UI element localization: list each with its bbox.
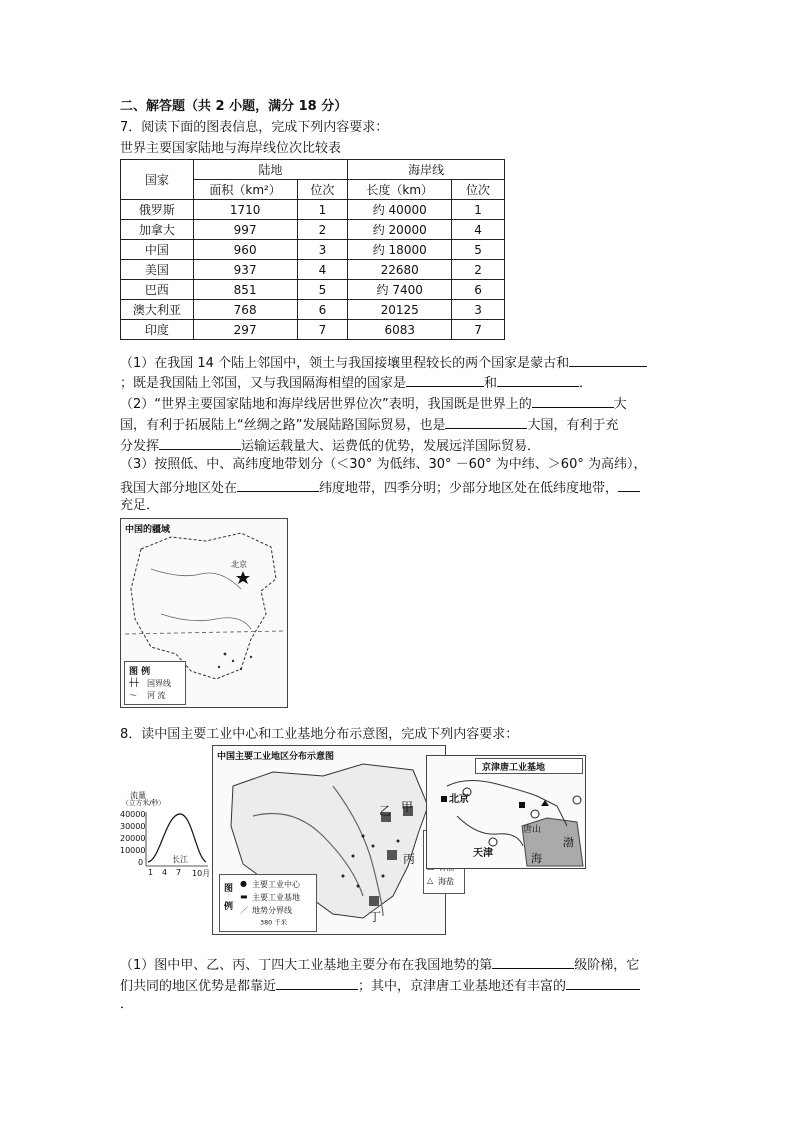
cell-area: 960 [193, 240, 297, 260]
cell-area: 297 [193, 320, 297, 340]
table-row [121, 320, 505, 340]
salt-icon: △ [427, 876, 434, 885]
q8-p1a-end: 级阶梯，它 [574, 958, 640, 973]
label-bing: 丙 [403, 852, 416, 866]
flow-curve-icon [120, 790, 212, 880]
legend-title: 图 [224, 884, 234, 894]
cell-area: 768 [193, 300, 297, 320]
legend-salt: 海盐 [438, 877, 454, 886]
table-row [121, 260, 505, 280]
q8-stem: 8．读中国主要工业中心和工业基地分布示意图，完成下列内容要求： [120, 727, 519, 742]
header-land: 陆地 [193, 160, 348, 180]
legend-title: 例 [224, 902, 234, 912]
table-row [121, 200, 505, 220]
table-row [121, 220, 505, 240]
header-area: 面积（km²） [193, 180, 297, 200]
q7-p3-line1: （3）按照低、中、高纬度地带划分（＜30° 为低纬、30° －60° 为中纬、＞60° 为高纬）， [120, 457, 647, 472]
cell-land-rank: 6 [297, 300, 348, 320]
q7-p1-line1 [120, 352, 647, 373]
cell-coast-rank: 7 [452, 320, 505, 340]
legend-river-label: 河 流 [147, 691, 166, 700]
q7-p2-line3 [120, 435, 540, 456]
answer-blank[interactable] [532, 393, 614, 408]
cell-country: 加拿大 [121, 220, 194, 240]
answer-blank[interactable] [276, 975, 358, 990]
answer-blank[interactable] [618, 477, 640, 492]
answer-blank[interactable] [492, 954, 574, 969]
label-jia: 甲 [401, 800, 414, 814]
q7-p2a-end: 大 [613, 397, 627, 412]
cell-coast-rank: 6 [452, 280, 505, 300]
answer-blank[interactable] [566, 975, 640, 990]
y-tick: 20000 [120, 834, 146, 843]
cell-area: 937 [193, 260, 297, 280]
y-tick: 10000 [120, 846, 146, 855]
answer-blank[interactable] [569, 352, 647, 367]
q7-p3b-start: 我国大部分地区处在 [120, 481, 238, 496]
header-country: 国家 [121, 160, 194, 200]
jjt-inset-map [426, 755, 586, 869]
cell-land-rank: 7 [297, 320, 348, 340]
label-yi: 乙 [379, 804, 392, 818]
table-row [121, 280, 505, 300]
answer-blank[interactable] [445, 414, 527, 429]
cell-land-rank: 2 [297, 220, 348, 240]
cell-coast-rank: 5 [452, 240, 505, 260]
q7-p1b-start: ；既是我国陆上邻国，又与我国隔海相望的国家是 [120, 376, 407, 391]
x-tick: 7 [176, 868, 182, 877]
comparison-table [120, 159, 505, 340]
q7-p2-line2 [120, 414, 619, 435]
cell-coast-rank: 1 [452, 200, 505, 220]
inset-title: 京津唐工业基地 [482, 763, 546, 773]
cell-length: 20125 [348, 300, 452, 320]
series-label: 长江 [172, 855, 188, 864]
q7-p2-line1 [120, 393, 627, 414]
q7-p2b-start: 国，有利于拓展陆上“丝绸之路”发展陆路国际贸易，也是 [120, 418, 446, 433]
inset-outline-icon [427, 756, 585, 868]
cell-length: 22680 [348, 260, 452, 280]
china-territory-map [120, 518, 288, 708]
label-ding: 丁 [369, 910, 382, 924]
legend-border-icon: ┼┼ [129, 678, 139, 687]
q7-p2a-start: （2）“世界主要国家陆地和海岸线居世界位次”表明，我国既是世界上的 [120, 397, 532, 412]
x-tick: 10月 [192, 869, 211, 878]
inset-beijing: 北京 [449, 794, 469, 805]
q7-stem: 7．阅读下面的图表信息，完成下列内容要求： [120, 120, 389, 135]
map-title: 中国的疆域 [125, 525, 171, 535]
chart-ylabel: 流量 [130, 791, 146, 800]
cell-length: 约 20000 [348, 220, 452, 240]
inset-sea1: 渤 [563, 836, 574, 849]
header-coast: 海岸线 [348, 160, 505, 180]
scale-bar-label: 380 千米 [260, 918, 288, 926]
beijing-label: 北京 [231, 560, 247, 569]
header-coast-rank: 位次 [452, 180, 505, 200]
q7-p1-line2 [120, 372, 592, 393]
cell-area: 997 [193, 220, 297, 240]
legend-center-label: 主要工业中心 [252, 880, 300, 889]
cell-coast-rank: 4 [452, 220, 505, 240]
industrial-map-legend [219, 874, 317, 932]
step-line-icon: ／ [240, 906, 248, 915]
cell-country: 俄罗斯 [121, 200, 194, 220]
cell-land-rank: 5 [297, 280, 348, 300]
x-tick: 1 [148, 868, 154, 877]
base-blob-icon: ▬ [240, 892, 248, 901]
center-dot-icon: ● [240, 879, 247, 888]
cell-length: 约 40000 [348, 200, 452, 220]
table-row [121, 240, 505, 260]
cell-coast-rank: 3 [452, 300, 505, 320]
cell-length: 6083 [348, 320, 452, 340]
legend-step-label: 地势分界线 [252, 906, 292, 915]
cell-area: 1710 [193, 200, 297, 220]
cell-area: 851 [193, 280, 297, 300]
q8-p1a-start: （1）图中甲、乙、丙、丁四大工业基地主要分布在我国地势的第 [120, 958, 493, 973]
y-tick: 40000 [120, 810, 146, 819]
cell-country: 印度 [121, 320, 194, 340]
table-title: 世界主要国家陆地与海岸线位次比较表 [120, 141, 342, 156]
q7-p1b-and: 和 [484, 376, 498, 391]
map-legend [124, 661, 186, 705]
q7-p3-line3: 充足． [120, 498, 160, 513]
section-title: 二、解答题（共 2 小题，满分 18 分） [120, 99, 348, 114]
legend-river-icon: ～ [129, 691, 137, 700]
cell-land-rank: 1 [297, 200, 348, 220]
table-row [121, 300, 505, 320]
q7-p2b-end: 大国，有利于充 [527, 418, 619, 433]
q7-p3-line2 [120, 477, 640, 498]
cell-country: 巴西 [121, 280, 194, 300]
legend-base-label: 主要工业基地 [252, 893, 300, 902]
cell-length: 约 7400 [348, 280, 452, 300]
cell-country: 中国 [121, 240, 194, 260]
q7-p1b-end: ． [579, 376, 593, 391]
header-land-rank: 位次 [297, 180, 348, 200]
chart-yunit: （立方米/秒） [122, 798, 166, 807]
inset-tangshan: 唐山 [523, 825, 542, 835]
q7-p2c-start: 分发挥 [120, 439, 160, 454]
yangtze-flow-chart [120, 790, 212, 880]
answer-blank[interactable] [237, 477, 319, 492]
q8-p1-line3: ． [120, 997, 134, 1012]
cell-country: 美国 [121, 260, 194, 280]
inset-tianjin: 天津 [473, 848, 493, 859]
q8-p1-line2 [120, 975, 640, 996]
q8-p1b-mid: ；其中，京津唐工业基地还有丰富的 [358, 979, 567, 994]
cell-coast-rank: 2 [452, 260, 505, 280]
answer-blank[interactable] [159, 435, 241, 450]
industrial-map-title: 中国主要工业地区分布示意图 [217, 752, 335, 762]
cell-land-rank: 4 [297, 260, 348, 280]
industrial-map [212, 745, 454, 935]
x-tick: 4 [162, 868, 168, 877]
answer-blank[interactable] [406, 372, 484, 387]
cell-length: 约 18000 [348, 240, 452, 260]
q8-p1-line1 [120, 954, 639, 975]
q7-p1a: （1）在我国 14 个陆上邻国中，领土与我国接壤里程较长的两个国家是蒙古和 [120, 356, 570, 371]
q8-p1b-start: 们共同的地区优势是都靠近 [120, 979, 277, 994]
legend-border-label: 国界线 [147, 679, 171, 688]
q7-p2c-end: 运输运载量大、运费低的优势，发展远洋国际贸易． [241, 439, 541, 454]
answer-blank[interactable] [497, 372, 579, 387]
legend-title: 图 例 [129, 667, 151, 677]
y-tick: 30000 [120, 822, 146, 831]
y-tick: 0 [138, 858, 144, 867]
header-length: 长度（km） [348, 180, 452, 200]
cell-country: 澳大利亚 [121, 300, 194, 320]
q7-p3b-mid: 纬度地带，四季分明；少部分地区处在低纬度地带， [319, 481, 619, 496]
cell-land-rank: 3 [297, 240, 348, 260]
inset-sea2: 海 [531, 852, 542, 865]
